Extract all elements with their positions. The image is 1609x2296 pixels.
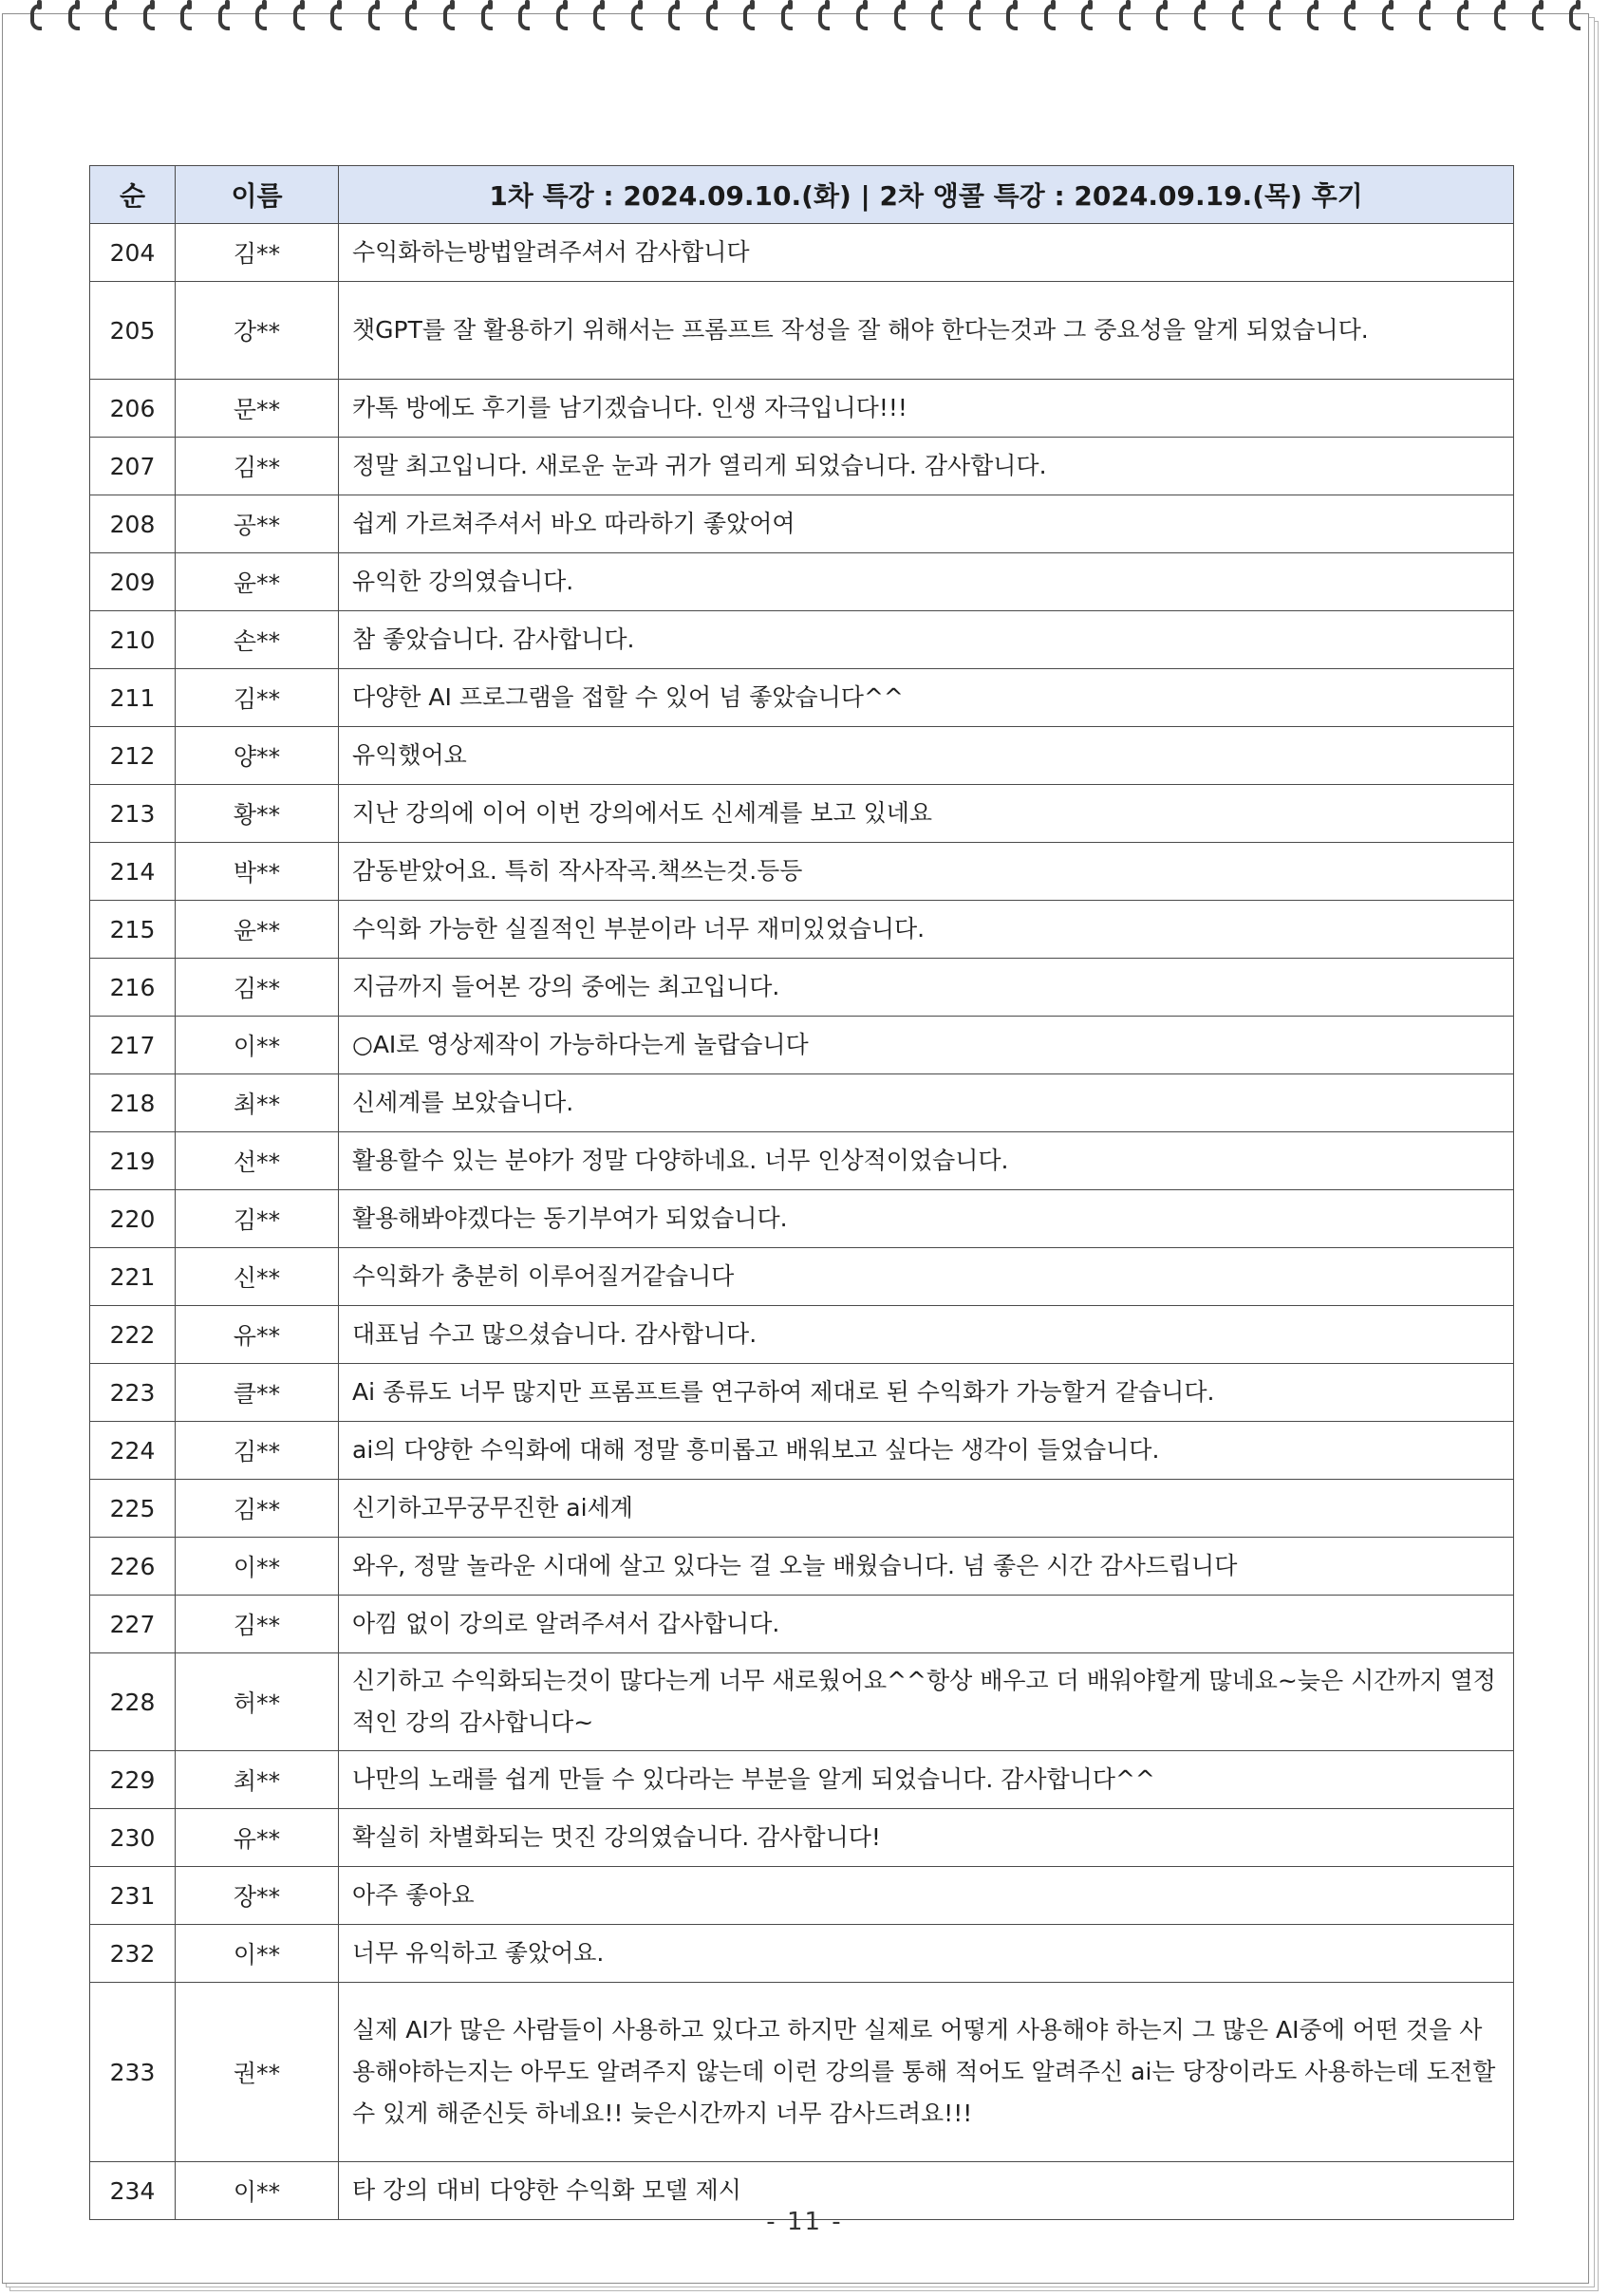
- binding-ring: [1417, 0, 1434, 34]
- binding-ring: [666, 0, 683, 34]
- row-review-text: 아주 좋아요: [339, 1867, 1514, 1925]
- row-name: 강**: [176, 282, 339, 380]
- row-review-text: 정말 최고입니다. 새로운 눈과 귀가 열리게 되었습니다. 감사합니다.: [339, 438, 1514, 495]
- table-row: [90, 1809, 1514, 1867]
- binding-ring: [441, 0, 458, 34]
- binding-ring: [967, 0, 984, 34]
- binding-ring: [629, 0, 646, 34]
- binding-ring: [178, 0, 196, 34]
- row-name: 권**: [176, 1983, 339, 2162]
- binding-ring: [892, 0, 909, 34]
- row-review-text: 나만의 노래를 쉽게 만들 수 있다라는 부분을 알게 되었습니다. 감사합니다^^: [339, 1751, 1514, 1809]
- table-row: [90, 1596, 1514, 1653]
- row-number: 209: [90, 553, 176, 611]
- row-review-text: 너무 유익하고 좋았어요.: [339, 1925, 1514, 1983]
- table-row: [90, 380, 1514, 438]
- row-number: 217: [90, 1017, 176, 1074]
- row-name: 윤**: [176, 901, 339, 959]
- binding-ring: [328, 0, 346, 34]
- binding-ring: [1380, 0, 1397, 34]
- table-row: [90, 785, 1514, 843]
- row-review-text: 타 강의 대비 다양한 수익화 모델 제시: [339, 2162, 1514, 2220]
- row-name: 김**: [176, 1480, 339, 1538]
- row-name: 최**: [176, 1074, 339, 1132]
- table-row: [90, 553, 1514, 611]
- row-number: 215: [90, 901, 176, 959]
- row-review-text: 실제 AI가 많은 사람들이 사용하고 있다고 하지만 실제로 어떻게 사용해야 하는지 그 많은 AI중에 어떤 것을 사용해야하는지는 아무도 알려주지 않는데 이런 강의를 통해 적어도 알려주신 ai는 당장이라도 사용하는데 도전할 수 있게 해준신듯 하네요!! 늦은시간까지 너무 감사드려요!!!: [339, 1983, 1514, 2162]
- table-row: [90, 727, 1514, 785]
- row-name: 황**: [176, 785, 339, 843]
- row-review-text: 신세계를 보았습니다.: [339, 1074, 1514, 1132]
- row-review-text: 활용할수 있는 분야가 정말 다양하네요. 너무 인상적이었습니다.: [339, 1132, 1514, 1190]
- row-name: 허**: [176, 1653, 339, 1751]
- row-number: 221: [90, 1248, 176, 1306]
- row-review-text: 참 좋았습니다. 감사합니다.: [339, 611, 1514, 669]
- row-number: 219: [90, 1132, 176, 1190]
- row-name: 공**: [176, 495, 339, 553]
- binding-ring: [591, 0, 608, 34]
- row-name: 김**: [176, 438, 339, 495]
- header-num: 순: [90, 166, 176, 224]
- row-number: 223: [90, 1364, 176, 1422]
- row-number: 211: [90, 669, 176, 727]
- row-review-text: 챗GPT를 잘 활용하기 위해서는 프롬프트 작성을 잘 해야 한다는것과 그 중요성을 알게 되었습니다.: [339, 282, 1514, 380]
- table-row: [90, 1983, 1514, 2162]
- table-row: [90, 1653, 1514, 1751]
- binding-ring: [216, 0, 234, 34]
- row-number: 222: [90, 1306, 176, 1364]
- row-review-text: 카톡 방에도 후기를 남기겠습니다. 인생 자극입니다!!!: [339, 380, 1514, 438]
- row-review-text: 유익한 강의였습니다.: [339, 553, 1514, 611]
- binding-ring: [366, 0, 384, 34]
- row-number: 208: [90, 495, 176, 553]
- row-review-text: ○AI로 영상제작이 가능하다는게 놀랍습니다: [339, 1017, 1514, 1074]
- row-number: 212: [90, 727, 176, 785]
- row-name: 김**: [176, 959, 339, 1017]
- row-number: 224: [90, 1422, 176, 1480]
- binding-ring: [479, 0, 496, 34]
- table-row: [90, 438, 1514, 495]
- binding-ring: [741, 0, 758, 34]
- table-row: [90, 1925, 1514, 1983]
- table-row: [90, 282, 1514, 380]
- row-name: 최**: [176, 1751, 339, 1809]
- binding-ring: [1567, 0, 1584, 34]
- table-row: [90, 843, 1514, 901]
- row-number: 220: [90, 1190, 176, 1248]
- binding-ring: [1530, 0, 1547, 34]
- table-row: [90, 1190, 1514, 1248]
- row-name: 이**: [176, 1017, 339, 1074]
- row-review-text: 지난 강의에 이어 이번 강의에서도 신세계를 보고 있네요: [339, 785, 1514, 843]
- table-row: [90, 1867, 1514, 1925]
- table-row: [90, 1538, 1514, 1596]
- row-number: 227: [90, 1596, 176, 1653]
- table-row: [90, 1364, 1514, 1422]
- binding-ring: [1117, 0, 1134, 34]
- row-review-text: Ai 종류도 너무 많지만 프롬프트를 연구하여 제대로 된 수익화가 가능할거 같습니다.: [339, 1364, 1514, 1422]
- row-name: 김**: [176, 224, 339, 282]
- binding-ring: [28, 0, 46, 34]
- row-name: 김**: [176, 1422, 339, 1480]
- spiral-binding: [28, 0, 1585, 38]
- binding-ring: [929, 0, 946, 34]
- row-name: 손**: [176, 611, 339, 669]
- binding-ring: [1342, 0, 1359, 34]
- row-number: 234: [90, 2162, 176, 2220]
- binding-ring: [854, 0, 871, 34]
- row-review-text: 신기하고 수익화되는것이 많다는게 너무 새로웠어요^^항상 배우고 더 배워야할게 많네요~늦은 시간까지 열정적인 강의 감사합니다~: [339, 1653, 1514, 1751]
- binding-ring: [1004, 0, 1021, 34]
- table-row: [90, 959, 1514, 1017]
- binding-ring: [779, 0, 796, 34]
- row-review-text: 활용해봐야겠다는 동기부여가 되었습니다.: [339, 1190, 1514, 1248]
- row-name: 이**: [176, 2162, 339, 2220]
- binding-ring: [103, 0, 121, 34]
- table-row: [90, 1306, 1514, 1364]
- page-number: - 11 -: [766, 2208, 843, 2236]
- binding-ring: [1192, 0, 1209, 34]
- table-row: [90, 1074, 1514, 1132]
- row-number: 218: [90, 1074, 176, 1132]
- table-row: [90, 224, 1514, 282]
- header-name: 이름: [176, 166, 339, 224]
- row-review-text: 감동받았어요. 특히 작사작곡.책쓰는것.등등: [339, 843, 1514, 901]
- row-number: 206: [90, 380, 176, 438]
- table-row: [90, 611, 1514, 669]
- table-row: [90, 1132, 1514, 1190]
- row-number: 226: [90, 1538, 176, 1596]
- row-name: 김**: [176, 669, 339, 727]
- row-number: 232: [90, 1925, 176, 1983]
- binding-ring: [1154, 0, 1171, 34]
- row-number: 205: [90, 282, 176, 380]
- row-name: 유**: [176, 1306, 339, 1364]
- row-review-text: 다양한 AI 프로그램을 접할 수 있어 넘 좋았습니다^^: [339, 669, 1514, 727]
- review-table: [89, 165, 1514, 2220]
- binding-ring: [1492, 0, 1509, 34]
- binding-ring: [403, 0, 421, 34]
- binding-ring: [1230, 0, 1247, 34]
- row-number: 233: [90, 1983, 176, 2162]
- row-review-text: 아낌 없이 강의로 알려주셔서 갑사합니다.: [339, 1596, 1514, 1653]
- row-number: 228: [90, 1653, 176, 1751]
- row-review-text: 유익했어요: [339, 727, 1514, 785]
- table-row: [90, 1248, 1514, 1306]
- table-row: [90, 495, 1514, 553]
- binding-ring: [1455, 0, 1472, 34]
- row-number: 214: [90, 843, 176, 901]
- row-review-text: 확실히 차별화되는 멋진 강의였습니다. 감사합니다!: [339, 1809, 1514, 1867]
- row-number: 210: [90, 611, 176, 669]
- binding-ring: [253, 0, 271, 34]
- binding-ring: [1267, 0, 1284, 34]
- row-number: 229: [90, 1751, 176, 1809]
- binding-ring: [516, 0, 533, 34]
- row-review-text: 수익화가 충분히 이루어질거같습니다: [339, 1248, 1514, 1306]
- table-row: [90, 901, 1514, 959]
- row-name: 김**: [176, 1190, 339, 1248]
- row-name: 유**: [176, 1809, 339, 1867]
- row-review-text: 대표님 수고 많으셨습니다. 감사합니다.: [339, 1306, 1514, 1364]
- binding-ring: [816, 0, 833, 34]
- row-name: 이**: [176, 1538, 339, 1596]
- row-name: 선**: [176, 1132, 339, 1190]
- row-name: 문**: [176, 380, 339, 438]
- row-number: 230: [90, 1809, 176, 1867]
- row-name: 장**: [176, 1867, 339, 1925]
- header-review: 1차 특강 : 2024.09.10.(화) | 2차 앵콜 특강 : 2024.09.19.(목) 후기: [339, 166, 1514, 224]
- row-name: 윤**: [176, 553, 339, 611]
- table-row: [90, 1480, 1514, 1538]
- binding-ring: [704, 0, 721, 34]
- row-number: 207: [90, 438, 176, 495]
- binding-ring: [291, 0, 309, 34]
- row-number: 204: [90, 224, 176, 282]
- row-number: 231: [90, 1867, 176, 1925]
- row-name: 이**: [176, 1925, 339, 1983]
- binding-ring: [554, 0, 571, 34]
- table-row: [90, 1751, 1514, 1809]
- row-number: 225: [90, 1480, 176, 1538]
- row-name: 클**: [176, 1364, 339, 1422]
- row-name: 김**: [176, 1596, 339, 1653]
- binding-ring: [141, 0, 159, 34]
- row-name: 박**: [176, 843, 339, 901]
- table-row: [90, 1017, 1514, 1074]
- row-review-text: 수익화하는방법알려주셔서 감사합니다: [339, 224, 1514, 282]
- row-number: 216: [90, 959, 176, 1017]
- binding-ring: [1305, 0, 1322, 34]
- row-name: 양**: [176, 727, 339, 785]
- row-review-text: ai의 다양한 수익화에 대해 정말 흥미롭고 배워보고 싶다는 생각이 들었습니다.: [339, 1422, 1514, 1480]
- binding-ring: [1042, 0, 1059, 34]
- row-review-text: 와우, 정말 놀라운 시대에 살고 있다는 걸 오늘 배웠습니다. 넘 좋은 시간 감사드립니다: [339, 1538, 1514, 1596]
- row-review-text: 쉽게 가르쳐주셔서 바오 따라하기 좋았어여: [339, 495, 1514, 553]
- row-review-text: 신기하고무궁무진한 ai세계: [339, 1480, 1514, 1538]
- binding-ring: [66, 0, 84, 34]
- table-header-row: [90, 166, 1514, 224]
- row-name: 신**: [176, 1248, 339, 1306]
- binding-ring: [1079, 0, 1096, 34]
- table-row: [90, 1422, 1514, 1480]
- row-review-text: 수익화 가능한 실질적인 부분이라 너무 재미있었습니다.: [339, 901, 1514, 959]
- row-number: 213: [90, 785, 176, 843]
- row-review-text: 지금까지 들어본 강의 중에는 최고입니다.: [339, 959, 1514, 1017]
- table-row: [90, 669, 1514, 727]
